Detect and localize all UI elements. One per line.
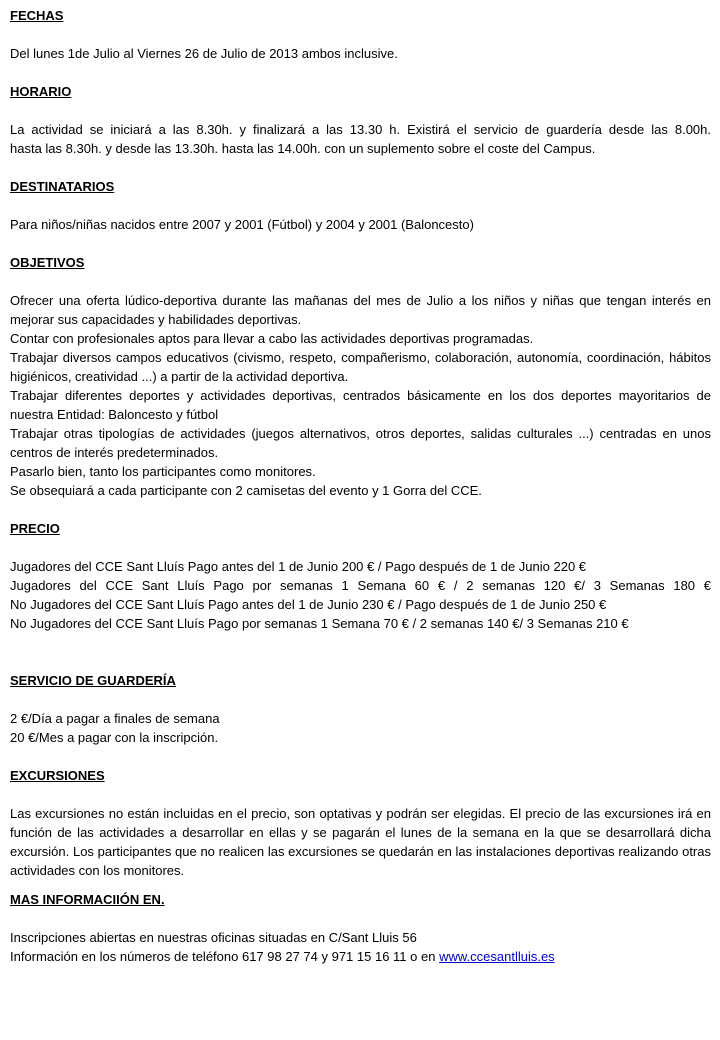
document-body (10, 6, 711, 966)
horario-line-1: La actividad se iniciará a las 8.30h. y finalizará a las 13.30 h. Existirá el servicio de guardería desde las 8.00h. (10, 122, 711, 137)
objetivo-item: Trabajar diversos campos educativos (civismo, respeto, compañerismo, colaboración, autonomía, coordinación, hábitos higiénicos, creatividad ...) a partir de la actividad deportiva. (10, 350, 711, 384)
precio-line: Jugadores del CCE Sant Lluís Pago antes del 1 de Junio 200 € / Pago después de 1 de Junio 220 € (10, 559, 587, 574)
info-line-1: Inscripciones abiertas en nuestras oficinas situadas en C/Sant Lluis 56 (10, 930, 417, 945)
objetivo-item: Contar con profesionales aptos para llevar a cabo las actividades deportivas programadas. (10, 331, 534, 346)
objetivo-item: Pasarlo bien, tanto los participantes como monitores. (10, 464, 316, 479)
info-line-2 (10, 947, 711, 966)
heading-guarderia: SERVICIO DE GUARDERÍA (10, 673, 176, 688)
destinatarios-text: Para niños/niñas nacidos entre 2007 y 2001 (Fútbol) y 2004 y 2001 (Baloncesto) (10, 217, 474, 232)
fechas-text: Del lunes 1de Julio al Viernes 26 de Julio de 2013 ambos inclusive. (10, 46, 398, 61)
heading-fechas: FECHAS (10, 8, 64, 23)
info-line-2-text: Información en los números de teléfono 617 98 27 74 y 971 15 16 11 o en (10, 949, 440, 964)
horario-line-2: hasta las 8.30h. y desde las 13.30h. hasta las 14.00h. con un suplemento sobre el coste del Campus. (10, 141, 596, 156)
heading-destinatarios: DESTINATARIOS (10, 179, 115, 194)
heading-info: MAS INFORMACIIÓN EN. (10, 892, 165, 907)
precio-line: No Jugadores del CCE Sant Lluís Pago antes del 1 de Junio 230 € / Pago después de 1 de Junio 250 € (10, 597, 607, 612)
heading-horario: HORARIO (10, 84, 72, 99)
precio-line: Jugadores del CCE Sant Lluís Pago por semanas 1 Semana 60 € / 2 semanas 120 €/ 3 Semanas 180 € (10, 578, 711, 593)
heading-excursiones: EXCURSIONES (10, 768, 105, 783)
heading-precio: PRECIO (10, 521, 60, 536)
guarderia-line: 2 €/Día a pagar a finales de semana (10, 711, 220, 726)
precio-line: No Jugadores del CCE Sant Lluís Pago por semanas 1 Semana 70 € / 2 semanas 140 €/ 3 Semanas 210 € (10, 616, 629, 631)
heading-objetivos: OBJETIVOS (10, 255, 85, 270)
excursiones-text: Las excursiones no están incluidas en el precio, son optativas y podrán ser elegidas. El precio de las excursiones irá en función de las actividades a desarrollar en ellas y se pagarán el lunes de la semana en la que se desarrollará dicha excursión. Los participantes que no realicen las excursiones se quedarán en las instalaciones deportivas realizando otras actividades con los monitores. (10, 806, 711, 878)
website-link[interactable]: www.ccesantlluis.es (439, 949, 555, 964)
objetivo-item: Ofrecer una oferta lúdico-deportiva durante las mañanas del mes de Julio a los niños y niñas que tengan interés en mejorar sus capacidades y habilidades deportivas. (10, 293, 711, 327)
objetivo-item: Trabajar otras tipologías de actividades (juegos alternativos, otros deportes, salidas culturales ...) centradas en unos centros de interés predeterminados. (10, 426, 711, 460)
guarderia-line: 20 €/Mes a pagar con la inscripción. (10, 730, 219, 745)
objetivo-item: Se obsequiará a cada participante con 2 camisetas del evento y 1 Gorra del CCE. (10, 483, 482, 498)
objetivo-item: Trabajar diferentes deportes y actividades deportivas, centrados básicamente en los dos deportes mayoritarios de nuestra Entidad: Baloncesto y fútbol (10, 388, 711, 422)
